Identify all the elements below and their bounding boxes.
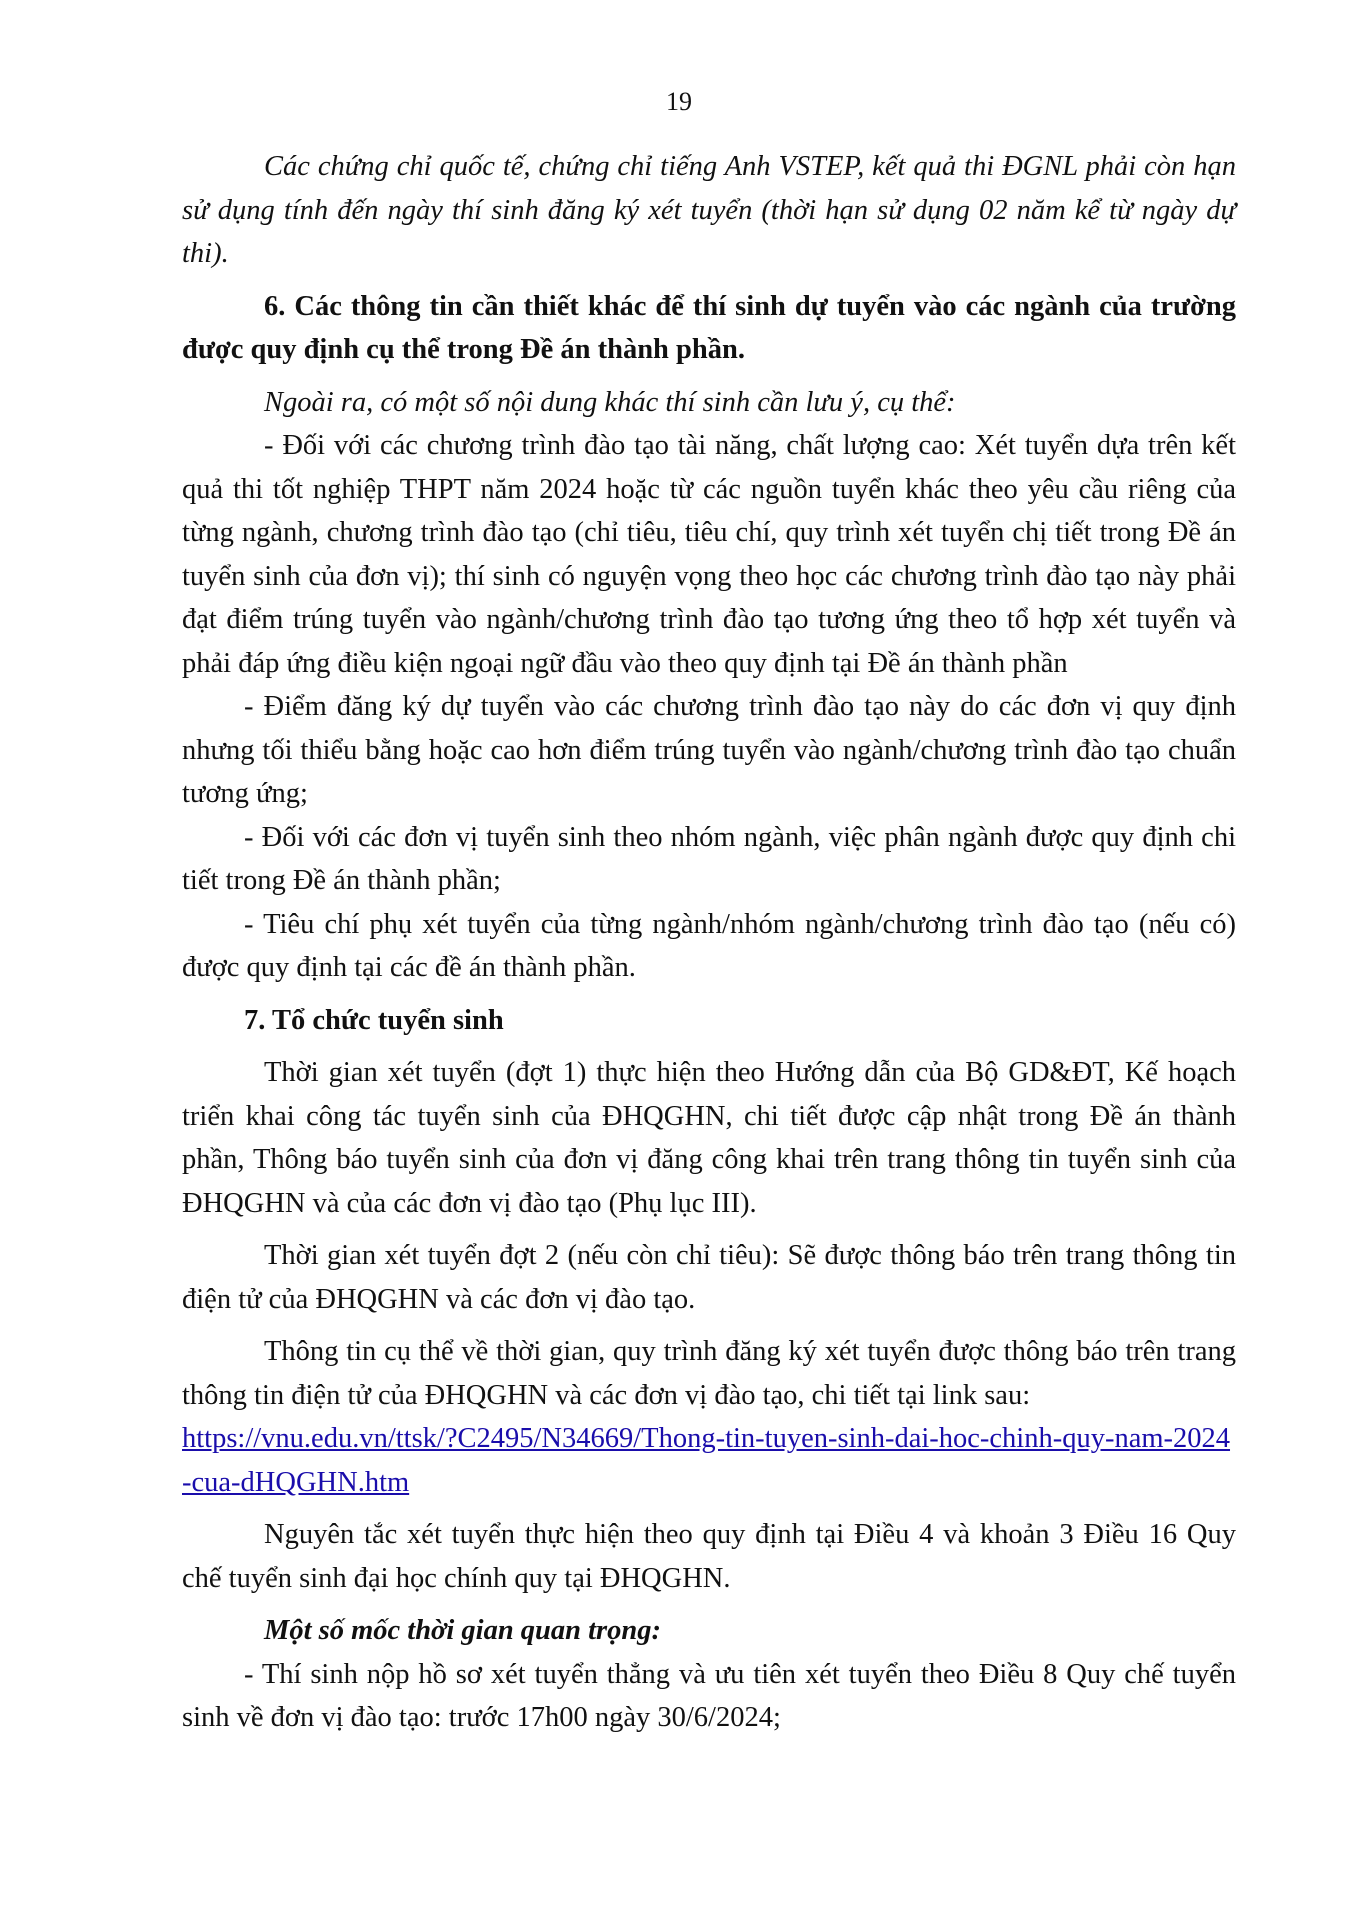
additional-notes-intro: Ngoài ra, có một số nội dung khác thí sinh cần lưu ý, cụ thể: [264, 386, 956, 418]
talent-program-note: - Đối với các chương trình đào tạo tài năng, chất lượng cao: Xét tuyển dựa trên kết quả thi tốt nghiệp THPT năm 2024 hoặc từ các nguồn tuyển khác theo yêu cầu riêng của từng ngành, chương trình đào tạo (chỉ tiêu, tiêu chí, quy trình xét tuyển chị tiết trong Đề án tuyển sinh của đơn vị); thí sinh có nguyện vọng theo học các chương trình đào tạo này phải đạt điểm trúng tuyển vào ngành/chương trình đào tạo tương ứng theo tổ hợp xét tuyển và phải đáp ứng điều kiện ngoại ngữ đầu vào theo quy định tại Đề án thành phần [182, 430, 1236, 679]
key-dates-heading: Một số mốc thời gian quan trọng: [264, 1615, 661, 1646]
section-7-heading: 7. Tổ chức tuyển sinh [244, 1004, 504, 1036]
key-date-direct-admission: - Thí sinh nộp hồ sơ xét tuyển thẳng và ưu tiên xét tuyển theo Điều 8 Quy chế tuyển sinh về đơn vị đào tạo: trước 17h00 ngày 30/6/2024; [182, 1658, 1236, 1733]
admission-principles: Nguyên tắc xét tuyển thực hiện theo quy định tại Điều 4 và khoản 3 Điều 16 Quy chế tuyển sinh đại học chính quy tại ĐHQGHN. [182, 1519, 1236, 1594]
round-2-schedule: Thời gian xét tuyển đợt 2 (nếu còn chỉ tiêu): Sẽ được thông báo trên trang thông tin điện tử của ĐHQGHN và các đơn vị đào tạo. [182, 1240, 1236, 1315]
page-number: 19 [666, 87, 692, 116]
secondary-criteria-note: - Tiêu chí phụ xét tuyển của từng ngành/nhóm ngành/chương trình đào tạo (nếu có) được quy định tại các đề án thành phần. [182, 908, 1236, 983]
admission-info-link[interactable]: https://vnu.edu.vn/ttsk/?C2495/N34669/Thong-tin-tuyen-sinh-dai-hoc-chinh-quy-nam-2024-cua-dHQGHN.htm [182, 1423, 1231, 1498]
certificate-validity-note: Các chứng chỉ quốc tế, chứng chỉ tiếng Anh VSTEP, kết quả thi ĐGNL phải còn hạn sử dụng tính đến ngày thí sinh đăng ký xét tuyển (thời hạn sử dụng 02 năm kể từ ngày dự thi). [182, 151, 1236, 269]
registration-score-note: - Điểm đăng ký dự tuyển vào các chương trình đào tạo này do các đơn vị quy định nhưng tối thiểu bằng hoặc cao hơn điểm trúng tuyển vào ngành/chương trình đào tạo chuẩn tương ứng; [182, 691, 1236, 809]
admission-info-link-line [182, 1417, 1236, 1504]
section-6-heading: 6. Các thông tin cần thiết khác để thí sinh dự tuyển vào các ngành của trường được quy định cụ thể trong Đề án thành phần. [182, 290, 1236, 365]
document-body [182, 145, 1236, 1740]
round-1-schedule: Thời gian xét tuyển (đợt 1) thực hiện theo Hướng dẫn của Bộ GD&ĐT, Kế hoạch triển khai công tác tuyển sinh của ĐHQGHN, chi tiết được cập nhật trong Đề án thành phần, Thông báo tuyển sinh của đơn vị đăng công khai trên trang thông tin tuyển sinh của ĐHQGHN và của các đơn vị đào tạo (Phụ lục III). [182, 1057, 1236, 1219]
major-group-note: - Đối với các đơn vị tuyển sinh theo nhóm ngành, việc phân ngành được quy định chi tiết trong Đề án thành phần; [182, 821, 1236, 896]
registration-info: Thông tin cụ thể về thời gian, quy trình đăng ký xét tuyển được thông báo trên trang thông tin điện tử của ĐHQGHN và các đơn vị đào tạo, chi tiết tại link sau: [182, 1336, 1236, 1411]
